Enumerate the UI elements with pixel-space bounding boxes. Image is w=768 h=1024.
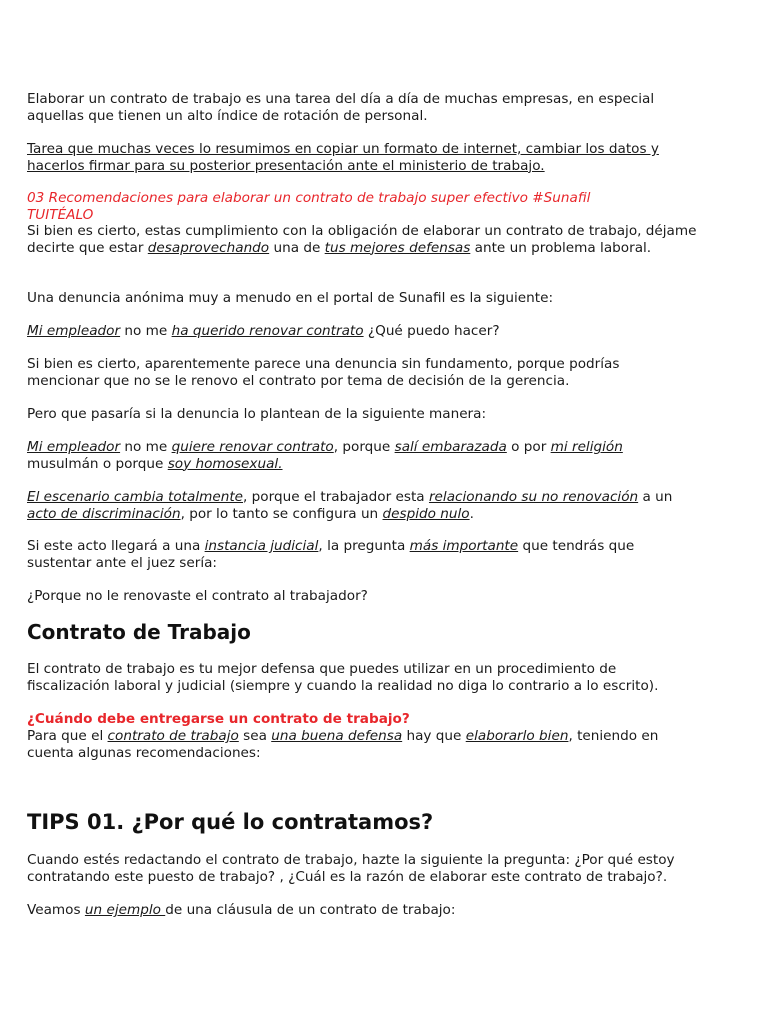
delivery-question: ¿Cuándo debe entregarse un contrato de trabajo? xyxy=(27,711,410,727)
emphasis-text: tus mejores defensas xyxy=(324,239,471,256)
emphasis-text: El escenario cambia totalmente xyxy=(27,489,244,505)
emphasis-text: contrato de trabajo xyxy=(107,728,239,744)
complaint-intro: Una denuncia anónima muy a menudo en el portal de Sunafil es la siguiente: xyxy=(27,290,554,306)
emphasis-text: salí embarazada xyxy=(394,439,507,455)
emphasis-text: Mi empleador xyxy=(27,439,121,455)
emphasis-text: ha querido renovar contrato xyxy=(171,323,364,339)
recommendation-paragraph: Para que el contrato de trabajo sea una buena defensa hay que elaborarlo bien, teniendo en cuenta algunas recomendaciones: xyxy=(27,728,659,761)
complaint-example-2: Mi empleador no me quiere renovar contrato, porque salí embarazada o por mi religión musulmán o porque soy homosexual. xyxy=(27,439,623,472)
emphasis-text: instancia judicial xyxy=(204,538,319,554)
question-paragraph: Pero que pasaría si la denuncia lo plantean de la siguiente manera: xyxy=(27,406,487,422)
recommendations-title[interactable]: 03 Recomendaciones para elaborar un contrato de trabajo super efectivo #Sunafil TUITÉALO xyxy=(27,190,591,223)
section-heading-tips-01: TIPS 01. ¿Por qué lo contratamos? xyxy=(27,810,434,834)
opportunity-paragraph: Si bien es cierto, estas cumplimiento con la obligación de elaborar un contrato de trabajo, déjame decirte que estar desaprovechando una de tus mejores defensas ante un problema laboral. xyxy=(27,223,697,256)
emphasis-text: acto de discriminación xyxy=(27,505,181,522)
emphasis-text: elaborarlo bien xyxy=(465,728,569,744)
tips-paragraph: Cuando estés redactando el contrato de trabajo, hazte la siguiente la pregunta: ¿Por qué estoy contratando este puesto de trabajo? , ¿Cuál es la razón de elaborar este contrato de trabajo?. xyxy=(27,852,675,885)
emphasis-text: una buena defensa xyxy=(271,728,403,744)
emphasis-text: más importante xyxy=(409,538,519,554)
complaint-example-1: Mi empleador no me ha querido renovar contrato ¿Qué puedo hacer? xyxy=(27,323,500,339)
emphasis-text: Mi empleador xyxy=(27,323,121,339)
emphasis-text: un ejemplo xyxy=(84,902,166,918)
emphasis-text: desaprovechando xyxy=(147,239,270,256)
judicial-paragraph: Si este acto llegará a una instancia judicial, la pregunta más importante que tendrás que sustentar ante el juez sería: xyxy=(27,538,635,571)
intro-paragraph: Elaborar un contrato de trabajo es una tarea del día a día de muchas empresas, en especial aquellas que tienen un alto índice de rotación de personal. xyxy=(27,91,655,124)
emphasis-text: mi religión xyxy=(550,439,623,455)
example-intro: Veamos un ejemplo de una cláusula de un contrato de trabajo: xyxy=(27,902,456,918)
key-question: ¿Porque no le renovaste el contrato al trabajador? xyxy=(27,588,368,604)
defense-paragraph: El contrato de trabajo es tu mejor defensa que puedes utilizar en un procedimiento de fiscalización laboral y judicial (siempre y cuando la realidad no diga lo contrario a lo escrito). xyxy=(27,661,659,694)
emphasis-text: quiere renovar contrato xyxy=(171,439,334,455)
analysis-paragraph: Si bien es cierto, aparentemente parece una denuncia sin fundamento, porque podrías mencionar que no se le renovo el contrato por tema de decisión de la gerencia. xyxy=(27,356,620,389)
scenario-paragraph: El escenario cambia totalmente, porque el trabajador esta relacionando su no renovación a un acto de discriminación, por lo tanto se configura un despido nulo. xyxy=(27,489,673,522)
emphasis-text: despido nulo xyxy=(382,505,470,522)
emphasis-text: soy homosexual. xyxy=(167,455,283,472)
emphasis-text: relacionando su no renovación xyxy=(428,489,639,505)
task-paragraph: Tarea que muchas veces lo resumimos en copiar un formato de internet, cambiar los datos y hacerlos firmar para su posterior presentación ante el ministerio de trabajo. xyxy=(27,141,659,174)
section-heading-contrato: Contrato de Trabajo xyxy=(27,620,251,644)
